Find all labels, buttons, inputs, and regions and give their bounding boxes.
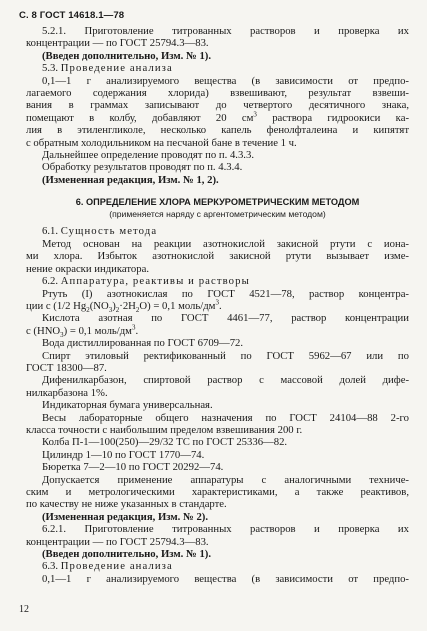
text-line: Кислота азотная по ГОСТ 4461—77, раствор концентрации <box>42 312 409 325</box>
text-fragment: раствора гидроокиси ка- <box>256 111 410 124</box>
subscript: 2 <box>86 306 90 315</box>
text-line: нилкарбазона 1%. <box>26 386 108 399</box>
text-line: 5.2.1. Приготовление титрованных растворов и проверка их <box>42 25 409 37</box>
text-line: 0,1—1 г анализируемого вещества (в зависимости от предпо- <box>42 572 409 585</box>
text-line: Дальнейшее определение проводят по п. 4.3.3. <box>42 149 254 162</box>
text-line: ми хлора. Избыток азотнокислой закисной ртути вызывает изме- <box>26 250 409 263</box>
superscript: 3 <box>253 110 257 119</box>
superscript: 3 <box>131 323 136 332</box>
subsection-heading <box>26 62 409 74</box>
text-line: Обработку результатов проводят по п. 4.3.4. <box>42 161 243 174</box>
document-body <box>26 25 409 585</box>
page-number: 12 <box>19 604 29 615</box>
text-line: лия в этиленгликоле, несколько капель фенолфталеина и кипятят <box>26 124 409 137</box>
text-line: Весы лабораторные общего назначения по ГОСТ 24104—88 2-го <box>42 411 409 424</box>
subscript: 2 <box>115 306 120 315</box>
text-fragment: Hg <box>70 299 87 312</box>
subscript: 3 <box>60 330 64 339</box>
formula-line <box>26 325 409 337</box>
section-subtitle: (применяется наряду с аргентометрическим методом) <box>109 208 326 219</box>
text-line: Дифенилкарбазон, спиртовой раствор с массовой долей дифе- <box>42 374 409 387</box>
text-fragment: O) = 0,1 моль/дм <box>139 299 216 312</box>
text-line: класса точности с наибольшим пределом взвешивания 200 г. <box>26 423 303 436</box>
text-fragment: с (HNO <box>26 324 61 337</box>
text-line: Спирт этиловый ректификованный по ГОСТ 5962—67 или по <box>42 349 409 362</box>
heading-number: 6.1. <box>42 225 61 238</box>
text-fragment: ции с ( <box>26 299 57 312</box>
text-line: Индикаторная бумага универсальная. <box>42 399 213 412</box>
text-line: Вода дистиллированная по ГОСТ 6709—72. <box>42 337 244 350</box>
text-line <box>26 112 409 124</box>
subsection-heading <box>26 560 409 572</box>
heading-text: Аппаратура, реактивы и растворы <box>60 275 250 288</box>
heading-number: 5.3. <box>42 62 61 75</box>
text-fragment: помещают в колбу, добавляют 20 см <box>26 111 254 124</box>
text-line: Ртуть (I) азотнокислая по ГОСТ 4521—78, раствор концентра- <box>42 287 409 300</box>
amendment-note: (Введен дополнительно, Изм. № 1). <box>42 49 212 62</box>
heading-text: Сущность метода <box>60 225 158 238</box>
text-line: Бюретка 7—2—10 по ГОСТ 20292—74. <box>42 461 224 474</box>
heading-number: 6.2. <box>42 275 61 288</box>
heading-text: Проведение анализа <box>60 560 173 573</box>
text-fragment: . <box>135 324 139 337</box>
text-line: Колба П-1—100(250)—29/32 ТС по ГОСТ 25336—82. <box>42 436 288 449</box>
heading-number: 6.3. <box>42 560 61 573</box>
text-line: ским и метрологическими характеристиками, а также реактивов, <box>26 486 409 498</box>
amendment-note: (Введен дополнительно, Изм. № 1). <box>42 548 212 561</box>
text-line: по качеству не ниже указанных в стандарте. <box>26 498 227 511</box>
text-line: вания в граммах записывают до четвертого десятичного знака, <box>26 99 409 112</box>
text-line: концентрации — по ГОСТ 25794.3—83. <box>26 37 209 50</box>
fraction: 1/2 <box>56 299 71 312</box>
subsection-heading <box>26 225 409 237</box>
text-line: ГОСТ 18300—87. <box>26 361 107 374</box>
subsection-heading <box>26 275 409 287</box>
amendment-note: (Измененная редакция, Изм. № 1, 2). <box>42 173 219 186</box>
text-fragment: ·2H <box>119 299 136 312</box>
subscript: 3 <box>108 306 113 315</box>
text-line: Допускается применение аппаратуры с аналогичными техниче- <box>42 473 409 486</box>
section-title: 6. ОПРЕДЕЛЕНИЕ ХЛОРА МЕРКУРОМЕТРИЧЕСКИМ МЕТОДОМ <box>75 197 360 208</box>
text-line: концентрации — по ГОСТ 25794.3—83. <box>26 535 209 548</box>
subscript: 2 <box>135 306 140 315</box>
heading-text: Проведение анализа <box>60 62 173 75</box>
text-line: Метод основан на реакции азотнокислой закисной ртути с иона- <box>42 237 409 250</box>
text-line: 0,1—1 г анализируемого вещества (в зависимости от предпо- <box>42 74 409 87</box>
text-line: нение окраски индикатора. <box>26 262 149 275</box>
text-fragment: (NO <box>89 299 109 312</box>
text-fragment: . <box>218 299 222 312</box>
amendment-note: (Измененная редакция, Изм. № 2). <box>42 510 209 523</box>
text-line: лагаемого содержания хлорида) взвешивают, результат взвеши- <box>26 87 409 100</box>
text-fragment: ) = 0,1 моль/дм <box>63 324 132 337</box>
text-line: с обратным холодильником на песчаной бане в течение 1 ч. <box>26 136 297 149</box>
text-fragment: ) <box>112 299 116 312</box>
running-header: С. 8 ГОСТ 14618.1—78 <box>19 10 125 21</box>
text-line: 6.2.1. Приготовление титрованных растворов и проверка их <box>42 523 409 536</box>
text-line: Цилиндр 1—10 по ГОСТ 1770—74. <box>42 448 205 461</box>
formula-line <box>26 298 409 315</box>
superscript: 3 <box>215 298 219 307</box>
